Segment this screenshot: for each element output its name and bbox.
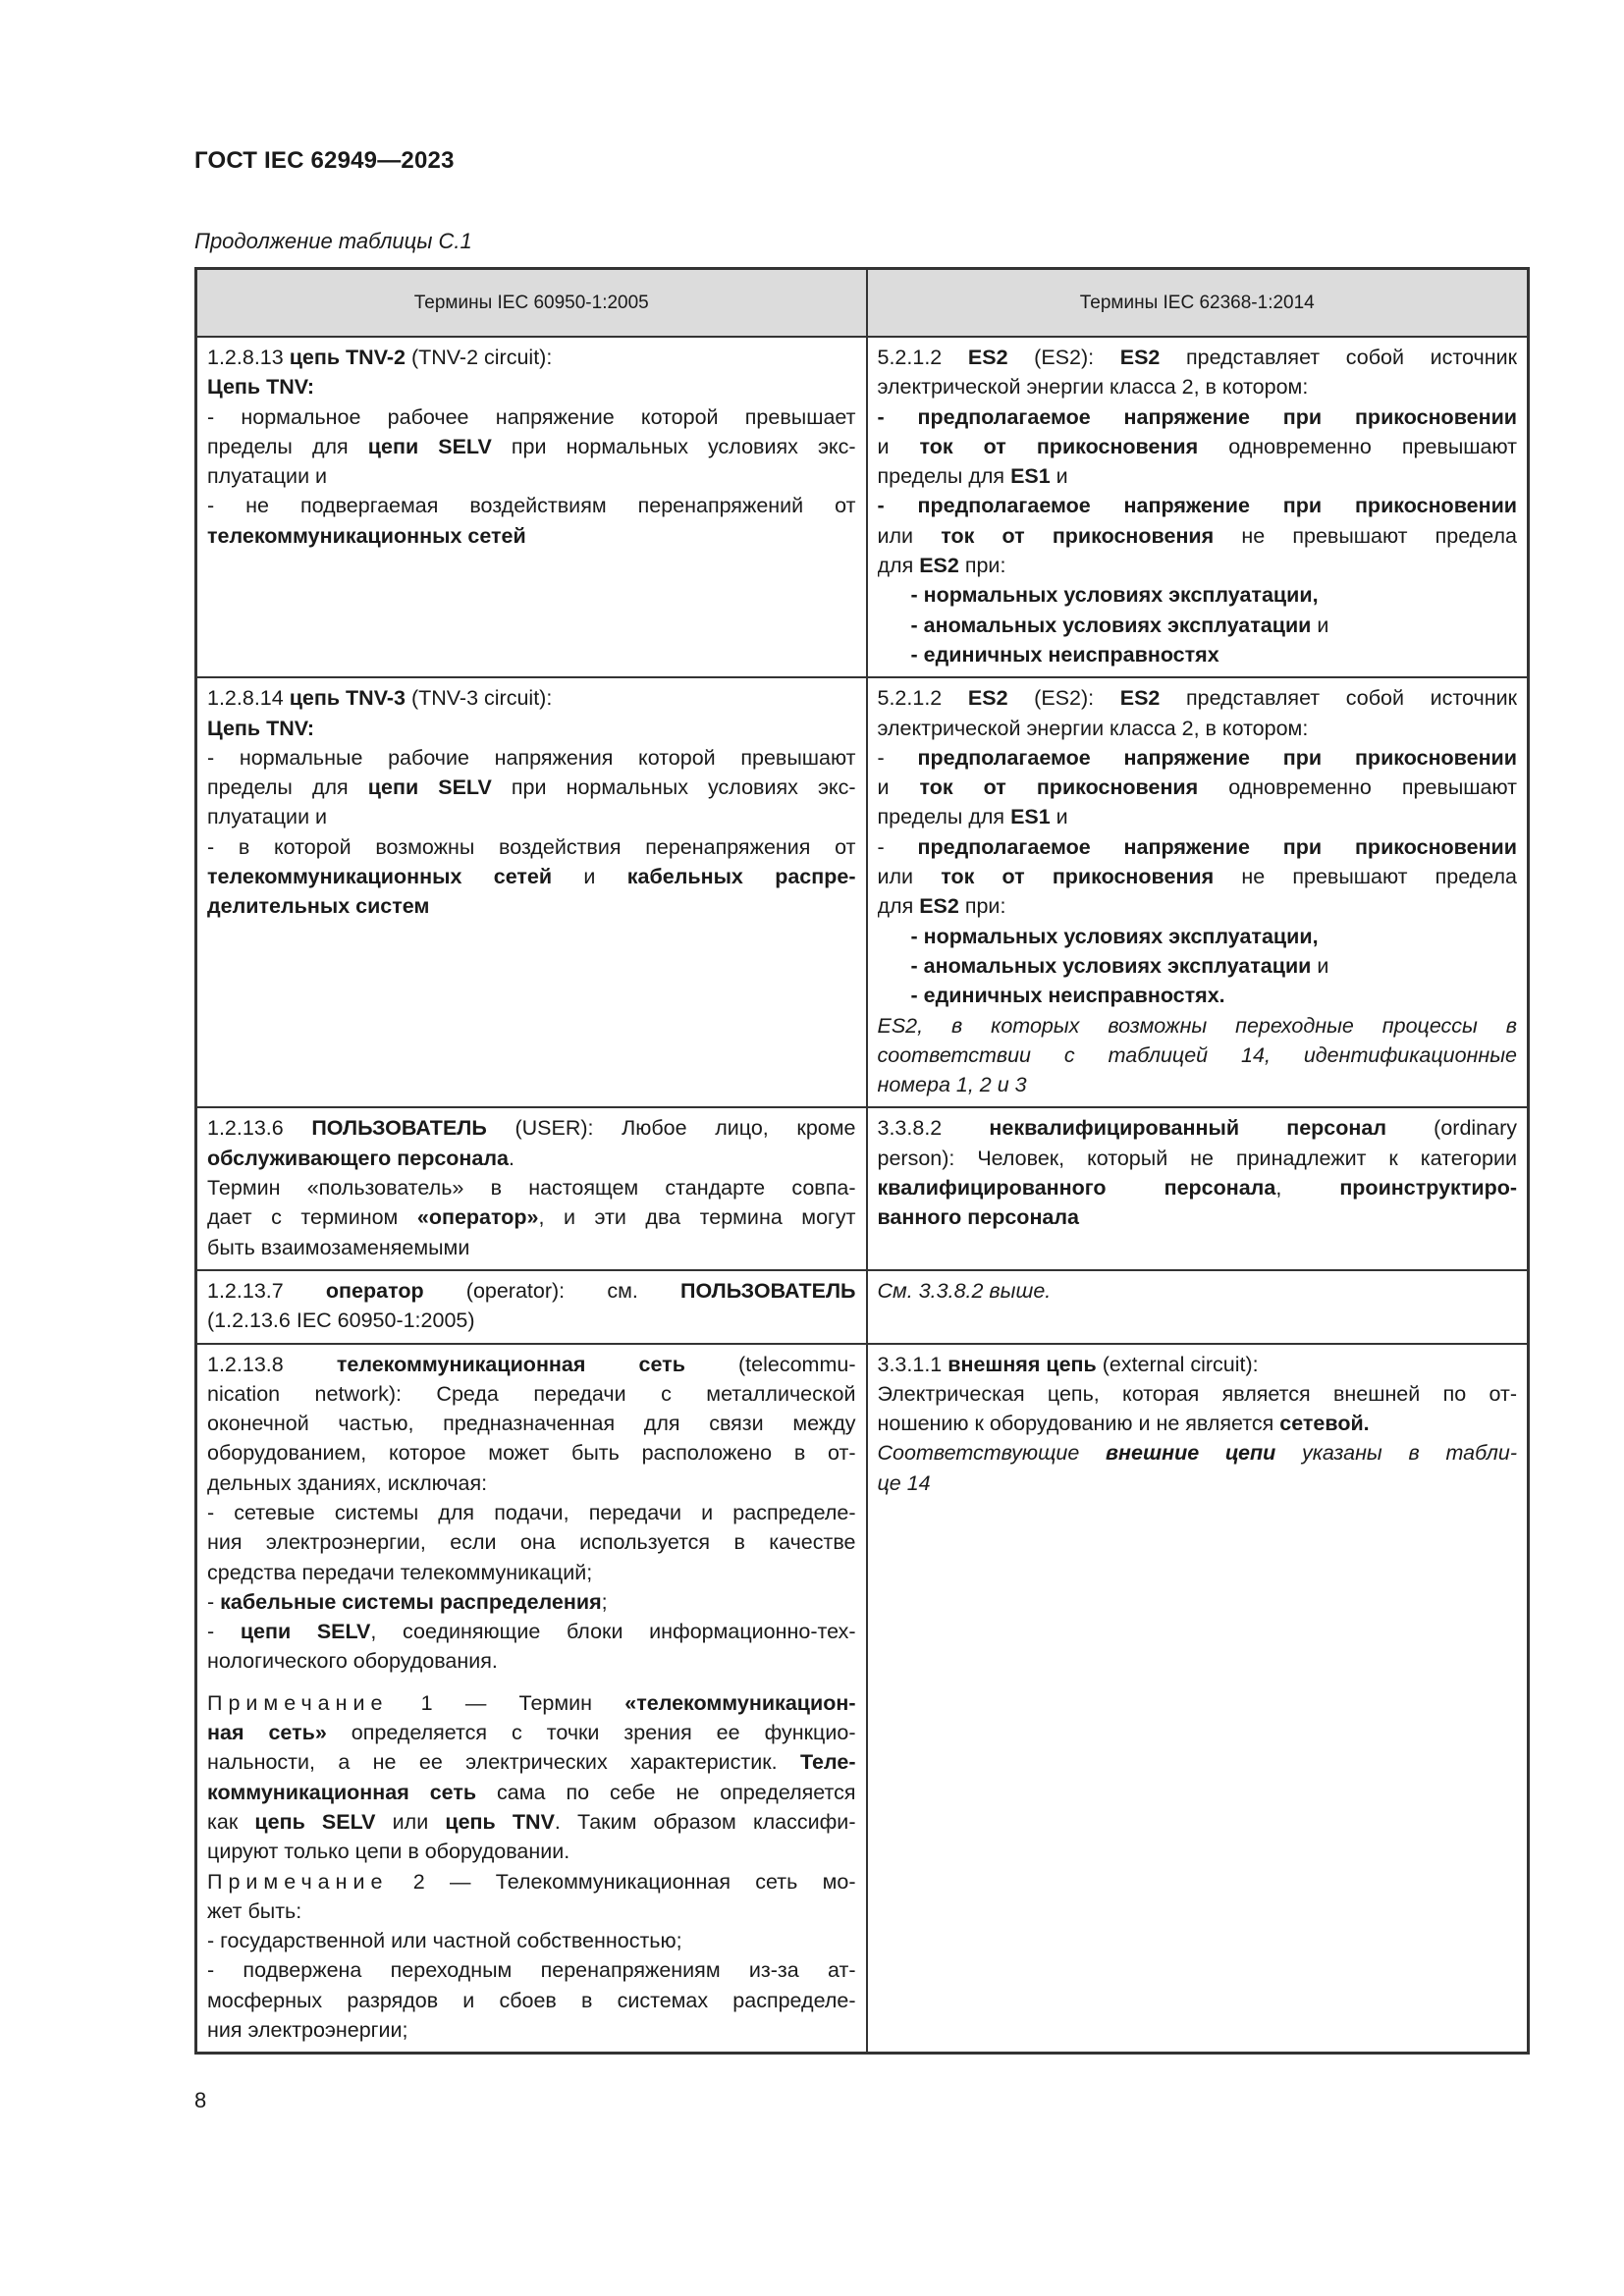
text-run: ; <box>601 1589 608 1614</box>
text-run: (ES2): <box>1007 686 1120 711</box>
text-run: одновременно превышают <box>1198 434 1517 458</box>
text-line <box>207 402 856 432</box>
text-run: - государственной или частной собственностью; <box>207 1929 682 1953</box>
bold-term: сетевой. <box>1279 1412 1370 1436</box>
bold-term: ES1 <box>1010 805 1051 829</box>
text-line <box>207 1807 856 1837</box>
text-line <box>878 1144 1518 1173</box>
cell-iec62368-term <box>867 1107 1529 1269</box>
text-run: и <box>1050 464 1068 489</box>
text-line <box>878 343 1518 372</box>
bold-term: - аномальных условиях эксплуатации <box>910 613 1312 637</box>
text-line <box>207 714 856 743</box>
text-line <box>207 1718 856 1747</box>
bold-term: Теле- <box>799 1750 856 1775</box>
text-run: це 14 <box>877 1470 931 1495</box>
bold-term: ванного персонала <box>877 1205 1079 1230</box>
text-run: номера 1, 2 и 3 <box>877 1073 1027 1097</box>
bold-term: ES2 <box>919 894 959 919</box>
text-line <box>207 1202 856 1232</box>
page-number: 8 <box>194 2088 207 2112</box>
text-run: электрической энергии класса 2, в котором: <box>877 375 1309 400</box>
text-run: - <box>207 1620 241 1644</box>
bold-term: - предполагаемое напряжение при прикосновении <box>877 404 1517 429</box>
table-header-row <box>196 269 1529 338</box>
column-header-iec60950: Термины IEC 60950-1:2005 <box>196 269 867 338</box>
text-run: мосферных разрядов и сбоев в системах распределе- <box>207 1988 856 2012</box>
text-line <box>207 1438 856 1468</box>
text-run: - подвержена переходным перенапряжениям из-за ат- <box>207 1958 856 1983</box>
text-line <box>878 1350 1518 1379</box>
text-line <box>207 1527 856 1557</box>
text-run: Примечание <box>207 1869 389 1894</box>
text-line <box>207 1276 856 1306</box>
text-run: Электрическая цепь, которая является внешней по от- <box>877 1381 1517 1406</box>
text-run: , и эти два термина могут <box>538 1205 856 1230</box>
text-run: представляет собой источник <box>1160 686 1517 711</box>
text-run: не превышают предела <box>1214 523 1517 548</box>
text-line <box>878 432 1518 461</box>
text-run: - не подвергаемая воздействиям перенапряжений от <box>207 494 856 518</box>
text-line <box>878 891 1518 921</box>
text-run: и <box>1050 805 1068 829</box>
table-row <box>196 1107 1529 1269</box>
text-run: - в которой возможны воздействия перенапряжения от <box>207 834 856 859</box>
text-run: (1.2.13.6 IEC 60950-1:2005) <box>207 1308 475 1333</box>
text-run: - <box>207 1589 221 1614</box>
text-line <box>878 402 1518 432</box>
table-row <box>196 337 1529 677</box>
bold-term: кабельные системы распределения <box>220 1589 602 1614</box>
text-run: соответствии с таблицей 14, идентификационные <box>877 1042 1517 1067</box>
text-run: - нормальные рабочие напряжения которой превышают <box>207 745 856 770</box>
text-line <box>207 372 856 401</box>
text-run: сама по себе не определяется <box>476 1780 856 1804</box>
text-run: Примечание <box>207 1690 389 1715</box>
text-run: 2 — Телекоммуникационная сеть мо- <box>388 1869 856 1894</box>
text-line <box>207 1587 856 1617</box>
bold-term: цепь TNV-2 <box>289 346 406 369</box>
text-line <box>207 1688 856 1718</box>
text-line <box>878 832 1518 862</box>
text-line <box>207 1498 856 1527</box>
text-run: как <box>207 1809 255 1834</box>
bold-term: коммуникационная сеть <box>207 1780 477 1804</box>
text-line <box>207 1617 856 1646</box>
text-line <box>207 773 856 802</box>
bold-term: ES2 <box>1119 346 1161 369</box>
text-run: при нормальных условиях экс- <box>491 775 856 800</box>
text-line <box>207 862 856 891</box>
bold-term: «телекоммуникацион- <box>624 1690 856 1715</box>
text-run: - <box>877 834 918 859</box>
bold-term: цепь SELV <box>254 1809 376 1834</box>
text-run: средства передачи телекоммуникаций; <box>207 1560 593 1584</box>
text-line <box>878 683 1518 713</box>
bold-term: предполагаемое напряжение при прикосновении <box>917 834 1517 859</box>
text-run: и <box>1311 613 1329 637</box>
bold-term: ПОЛЬЗОВАТЕЛЬ <box>311 1116 487 1141</box>
text-run: 3.3.1.1 <box>877 1352 948 1376</box>
cell-iec60950-term <box>196 1344 867 2054</box>
text-line <box>878 1379 1518 1409</box>
text-line <box>207 1468 856 1498</box>
text-line <box>878 1276 1518 1306</box>
text-run: ношению к оборудованию и не является <box>877 1412 1280 1436</box>
text-run: (ordinary <box>1386 1116 1517 1141</box>
text-run: ES2, в которых возможны переходные процессы в <box>877 1013 1517 1038</box>
text-run: плуатации и <box>207 805 328 829</box>
bold-term: ES2 <box>967 346 1008 369</box>
text-run: нальности, а не ее электрических характеристик. <box>207 1750 800 1775</box>
text-run: или <box>877 523 942 548</box>
bold-term: - предполагаемое напряжение при прикосновении <box>877 494 1517 518</box>
text-line <box>878 743 1518 773</box>
column-header-iec62368: Термины IEC 62368-1:2014 <box>867 269 1529 338</box>
bold-term: ная сеть» <box>207 1721 327 1745</box>
text-line <box>878 580 1518 610</box>
text-run: или <box>877 865 942 889</box>
bold-term: цепи SELV <box>367 775 492 800</box>
text-line <box>207 1233 856 1262</box>
bold-term: цепь TNV <box>445 1809 555 1834</box>
text-run: 1.2.8.13 <box>207 346 290 369</box>
text-line <box>878 951 1518 981</box>
table-row <box>196 1344 1529 2054</box>
text-run: при: <box>958 554 1006 578</box>
text-run: или <box>375 1809 446 1834</box>
bold-term: телекоммуникационных сетей <box>207 523 526 548</box>
text-line <box>207 1986 856 2015</box>
text-line <box>878 521 1518 551</box>
text-run: пределы для <box>877 805 1011 829</box>
table-row <box>196 1270 1529 1344</box>
text-line <box>878 714 1518 743</box>
text-line <box>207 1379 856 1409</box>
text-run: 1.2.13.6 <box>207 1116 312 1141</box>
text-run: - сетевые системы для подачи, передачи и распределе- <box>207 1500 856 1524</box>
text-line <box>207 743 856 773</box>
bold-term: предполагаемое напряжение при прикосновении <box>917 745 1517 770</box>
text-run: и <box>877 434 920 458</box>
text-run: электрической энергии класса 2, в котором: <box>877 716 1309 740</box>
text-line <box>878 640 1518 669</box>
text-line <box>207 1926 856 1955</box>
text-line <box>207 521 856 551</box>
text-run: ния электроэнергии, если она используется в качестве <box>207 1530 856 1555</box>
bold-term: Цепь TNV: <box>207 716 315 740</box>
text-line <box>207 1837 856 1866</box>
text-run: и <box>1311 953 1329 978</box>
bold-term: ток от прикосновения <box>941 865 1215 889</box>
text-line <box>207 432 856 461</box>
text-run: - нормальное рабочее напряжение которой превышает <box>207 404 856 429</box>
text-run: оборудованием, которое может быть расположено в от- <box>207 1441 856 1466</box>
text-line <box>207 1350 856 1379</box>
text-run: person): Человек, который не принадлежит к категории <box>877 1146 1517 1170</box>
text-run: . <box>509 1146 514 1170</box>
text-run: и <box>877 775 920 800</box>
text-line <box>878 922 1518 951</box>
text-run: определяется с точки зрения ее функцио- <box>326 1721 856 1745</box>
text-run: для <box>877 894 920 919</box>
text-line <box>207 1558 856 1587</box>
text-run: пределы для <box>207 775 368 800</box>
text-run: дельных зданиях, исключая: <box>207 1470 488 1495</box>
bold-term: делительных систем <box>207 894 430 919</box>
text-run: пределы для <box>207 434 368 458</box>
text-line <box>878 981 1518 1010</box>
text-line <box>207 832 856 862</box>
text-line <box>207 1778 856 1807</box>
text-run: пределы для <box>877 464 1011 489</box>
bold-term: - нормальных условиях эксплуатации, <box>910 583 1319 608</box>
text-run: при: <box>958 894 1006 919</box>
text-line <box>878 551 1518 580</box>
cell-iec62368-term <box>867 337 1529 677</box>
cell-iec62368-term <box>867 1344 1529 2054</box>
text-line <box>207 802 856 831</box>
text-run: ния электроэнергии; <box>207 2018 408 2043</box>
text-run: плуатации и <box>207 464 328 489</box>
text-line <box>878 1409 1518 1438</box>
bold-term: внешняя цепь <box>947 1352 1097 1376</box>
text-run: 1.2.13.7 <box>207 1278 326 1303</box>
text-run: , соединяющие блоки информационно-тех- <box>370 1620 856 1644</box>
text-line <box>207 461 856 491</box>
text-line <box>207 1867 856 1896</box>
text-line <box>207 1646 856 1676</box>
text-run: жет быть: <box>207 1898 302 1923</box>
bold-term: - нормальных условиях эксплуатации, <box>910 924 1319 948</box>
text-run: (USER): Любое лицо, кроме <box>486 1116 856 1141</box>
text-run: Термин «пользователь» в настоящем стандарте совпа- <box>207 1176 856 1201</box>
text-run: 1.2.13.8 <box>207 1352 337 1376</box>
text-run: одновременно превышают <box>1198 775 1517 800</box>
bold-term: оператор <box>325 1278 424 1303</box>
text-line <box>878 1011 1518 1041</box>
bold-term: внешние цепи <box>1106 1441 1276 1466</box>
text-line <box>878 1202 1518 1232</box>
text-line <box>207 1306 856 1335</box>
cell-iec62368-term <box>867 1270 1529 1344</box>
cell-iec60950-term <box>196 677 867 1107</box>
text-run: 3.3.8.2 <box>877 1116 990 1141</box>
text-run: (TNV-3 circuit): <box>405 686 553 711</box>
bold-term: кабельных распре- <box>626 865 856 889</box>
cell-iec60950-term <box>196 1107 867 1269</box>
text-run: нологического оборудования. <box>207 1649 498 1674</box>
bold-term: проинструктиро- <box>1339 1176 1517 1201</box>
text-run: . Таким образом классифи- <box>554 1809 856 1834</box>
text-run: и <box>552 865 627 889</box>
text-line <box>207 1747 856 1777</box>
table-continuation-label: Продолжение таблицы С.1 <box>194 229 472 253</box>
text-line <box>207 683 856 713</box>
text-run: , <box>1275 1176 1340 1201</box>
bold-term: - аномальных условиях эксплуатации <box>910 953 1312 978</box>
text-line <box>207 2015 856 2045</box>
cell-iec60950-term <box>196 337 867 677</box>
text-line <box>207 491 856 520</box>
bold-term: Цепь TNV: <box>207 375 315 400</box>
text-line <box>207 1144 856 1173</box>
text-run: дает с термином <box>207 1205 417 1230</box>
bold-term: ток от прикосновения <box>941 523 1215 548</box>
text-run: быть взаимозаменяемыми <box>207 1235 470 1259</box>
text-line <box>207 1173 856 1202</box>
text-line <box>878 372 1518 401</box>
text-run: 5.2.1.2 <box>877 346 968 369</box>
text-run: - <box>877 745 918 770</box>
table-row <box>196 677 1529 1107</box>
text-run: (telecommu- <box>684 1352 856 1376</box>
bold-term: ES2 <box>967 686 1008 711</box>
bold-term: «оператор» <box>416 1205 539 1230</box>
bold-term: обслуживающего персонала <box>207 1146 509 1170</box>
bold-term: ток от прикосновения <box>919 434 1199 458</box>
text-run: 5.2.1.2 <box>877 686 968 711</box>
bold-term: телекоммуникационная сеть <box>336 1352 685 1376</box>
bold-term: - единичных неисправностях. <box>910 984 1225 1008</box>
text-line <box>878 802 1518 831</box>
text-line <box>207 1955 856 1985</box>
text-run: 1 — Термин <box>388 1690 625 1715</box>
text-run: (TNV-2 circuit): <box>405 346 553 369</box>
cell-iec60950-term <box>196 1270 867 1344</box>
text-line <box>878 1438 1518 1468</box>
text-run: Соответствующие <box>877 1441 1107 1466</box>
text-line <box>878 1468 1518 1498</box>
text-run: оконечной частью, предназначенная для связи между <box>207 1412 856 1436</box>
bold-term: - единичных неисправностях <box>910 642 1219 667</box>
bold-term: ПОЛЬЗОВАТЕЛЬ <box>680 1278 856 1303</box>
text-run: (ES2): <box>1007 346 1120 369</box>
text-line <box>878 773 1518 802</box>
text-run: цируют только цепи в оборудовании. <box>207 1840 570 1864</box>
bold-term: цепи SELV <box>367 434 492 458</box>
bold-term: ES1 <box>1010 464 1051 489</box>
text-run: представляет собой источник <box>1160 346 1517 369</box>
text-line <box>878 461 1518 491</box>
text-run: для <box>877 554 920 578</box>
terms-table <box>194 267 1530 2055</box>
text-line <box>878 1070 1518 1099</box>
text-line <box>207 343 856 372</box>
bold-term: телекоммуникационных сетей <box>207 865 553 889</box>
document-header: ГОСТ IEC 62949—2023 <box>194 147 455 174</box>
text-line <box>878 1113 1518 1143</box>
text-run: 1.2.8.14 <box>207 686 290 711</box>
text-line <box>878 491 1518 520</box>
text-run: при нормальных условиях экс- <box>491 434 856 458</box>
text-line <box>207 891 856 921</box>
bold-term: квалифицированного персонала <box>877 1176 1276 1201</box>
text-line <box>207 1113 856 1143</box>
text-run: (operator): см. <box>423 1278 681 1303</box>
cell-iec62368-term <box>867 677 1529 1107</box>
text-run: (external circuit): <box>1096 1352 1259 1376</box>
text-line <box>878 862 1518 891</box>
text-run: указаны в табли- <box>1275 1441 1517 1466</box>
text-line <box>207 1409 856 1438</box>
bold-term: ES2 <box>1119 686 1161 711</box>
bold-term: цепи SELV <box>240 1620 371 1644</box>
text-line <box>207 1896 856 1926</box>
bold-term: ES2 <box>919 554 959 578</box>
text-run: не превышают предела <box>1214 865 1517 889</box>
text-line <box>878 1173 1518 1202</box>
text-line <box>878 611 1518 640</box>
text-run: nication network): Среда передачи с металлической <box>207 1381 856 1406</box>
bold-term: ток от прикосновения <box>919 775 1199 800</box>
bold-term: неквалифицированный персонал <box>989 1116 1386 1141</box>
text-run: См. 3.3.8.2 выше. <box>877 1278 1052 1303</box>
text-line <box>878 1041 1518 1070</box>
bold-term: цепь TNV-3 <box>289 686 406 711</box>
